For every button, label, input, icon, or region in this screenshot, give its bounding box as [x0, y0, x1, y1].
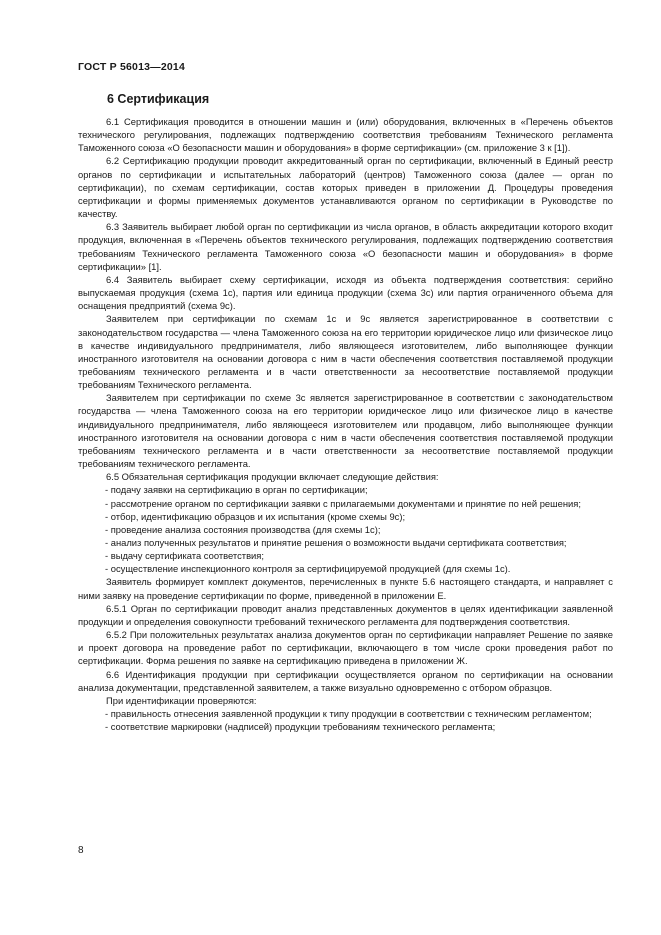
- list-item: - осуществление инспекционного контроля за сертифицируемой продукцией (для схемы 1с).: [105, 563, 511, 575]
- list-item: - рассмотрение органом по сертификации заявки с прилагаемыми документами и принятие по ней решения;: [105, 497, 581, 509]
- paragraph-6-3: 6.3 Заявитель выбирает любой орган по сертификации из числа органов, в область аккредитации которого входит продукция, включенная в «Перечень объектов технического регулирования, подлежащих подтверждению соответствия требованиям Технического регламента Таможенного союза «О безопасности машин и оборудования» в форме сертификации» [1].: [78, 221, 613, 272]
- list-item: - анализ полученных результатов и принятие решения о возможности выдачи сертификата соответствия;: [105, 537, 567, 548]
- paragraph-applicant-3c: Заявителем при сертификации по схеме 3с является зарегистрированное в соответствии с законодательством государства — члена Таможенного союза на его территории юридическое лицо или физическое лицо в качестве индивидуального предпринимателя, либо являющееся изготовителем или продавцом, либо выполняющее функции иностранного изготовителя на основании договора с ним в части обеспечения соответствия поставляемой продукции требованиям технического регламента и в части ответственности за несоответствие поставляемой продукции требованиям технического регламента.: [78, 392, 613, 470]
- paragraph-6-6: 6.6 Идентификация продукции при сертификации осуществляется органом по сертификации на основании анализа документации, представленной заявителем, а также визуально одновременно с отбором образцов.: [78, 668, 613, 693]
- list-item: - правильность отнесения заявленной продукции к типу продукции в соответствии с техническим регламентом;: [105, 708, 592, 720]
- page-number: 8: [78, 845, 84, 856]
- document-header: ГОСТ Р 56013—2014: [78, 61, 186, 73]
- paragraph-6-5: 6.5 Обязательная сертификация продукции включает следующие действия:: [106, 471, 439, 483]
- list-item: - проведение анализа состояния производства (для схемы 1с);: [105, 523, 381, 535]
- document-body: [78, 115, 613, 733]
- list-item: - отбор, идентификацию образцов и их испытания (кроме схемы 9с);: [105, 510, 406, 522]
- list-item: - подачу заявки на сертификацию в орган по сертификации;: [105, 484, 368, 496]
- list-item: - соответствие маркировки (надписей) продукции требованиям технического регламента;: [105, 721, 496, 733]
- paragraph-6-2: 6.2 Сертификацию продукции проводит аккредитованный орган по сертификации, включенный в Единый реестр органов по сертификации и испытательных лабораторий (центров) Таможенного союза (далее — орган по сертификации), по схемам сертификации, состав которых приведен в приложении Д. Процедуры проведения сертификации и формы применяемых документов устанавливаются органом по сертификации в Руководстве по качеству.: [78, 155, 613, 220]
- paragraph-identification: При идентификации проверяются:: [106, 694, 257, 706]
- paragraph-6-5-2: 6.5.2 При положительных результатах анализа документов орган по сертификации направляет Решение по заявке и проект договора на проведение работ по сертификации, включающего в том числе сроки проведения работ по сертификации. Форма решения по заявке на сертификацию приведена в приложении Ж.: [78, 629, 613, 667]
- paragraph-6-1: 6.1 Сертификация проводится в отношении машин и (или) оборудования, включенных в «Перечень объектов технического регулирования, подлежащих подтверждению соответствия требованиям Технического регламента Таможенного союза «О безопасности машин и оборудования» в форме сертификации» (см. приложение 3 к [1]).: [78, 116, 613, 154]
- paragraph-6-4: 6.4 Заявитель выбирает схему сертификации, исходя из объекта подтверждения соответствия: серийно выпускаемая продукция (схема 1с), партия или единица продукции (схема 3с) или партия ограниченного объема для оснащения предприятий (схема 9с).: [78, 273, 613, 312]
- paragraph-applicant-1c-9c: Заявителем при сертификации по схемам 1с и 9с является зарегистрированное в соответствии с законодательством государства — члена Таможенного союза на его территории юридическое лицо или физическое лицо в качестве индивидуального предпринимателя, либо являющееся изготовителем, либо выполняющее функции иностранного изготовителя на основании договора с ним в части обеспечения соответствия поставляемой продукции требованиям технического регламента и в части ответственности за несоответствие поставляемой продукции требованиям Технического регламента.: [78, 313, 613, 391]
- section-title: 6 Сертификация: [107, 92, 210, 106]
- list-item: - выдачу сертификата соответствия;: [105, 550, 264, 562]
- paragraph-6-5-1: 6.5.1 Орган по сертификации проводит анализ представленных документов в целях идентификации заявленной продукции и определения совокупности требований технического регламента для подтверждения соответствия.: [78, 602, 613, 627]
- paragraph-documents-set: Заявитель формирует комплект документов, перечисленных в пункте 5.6 настоящего стандарта, и направляет с ними заявку на проведение сертификации по форме, приведенной в приложении Е.: [78, 576, 613, 601]
